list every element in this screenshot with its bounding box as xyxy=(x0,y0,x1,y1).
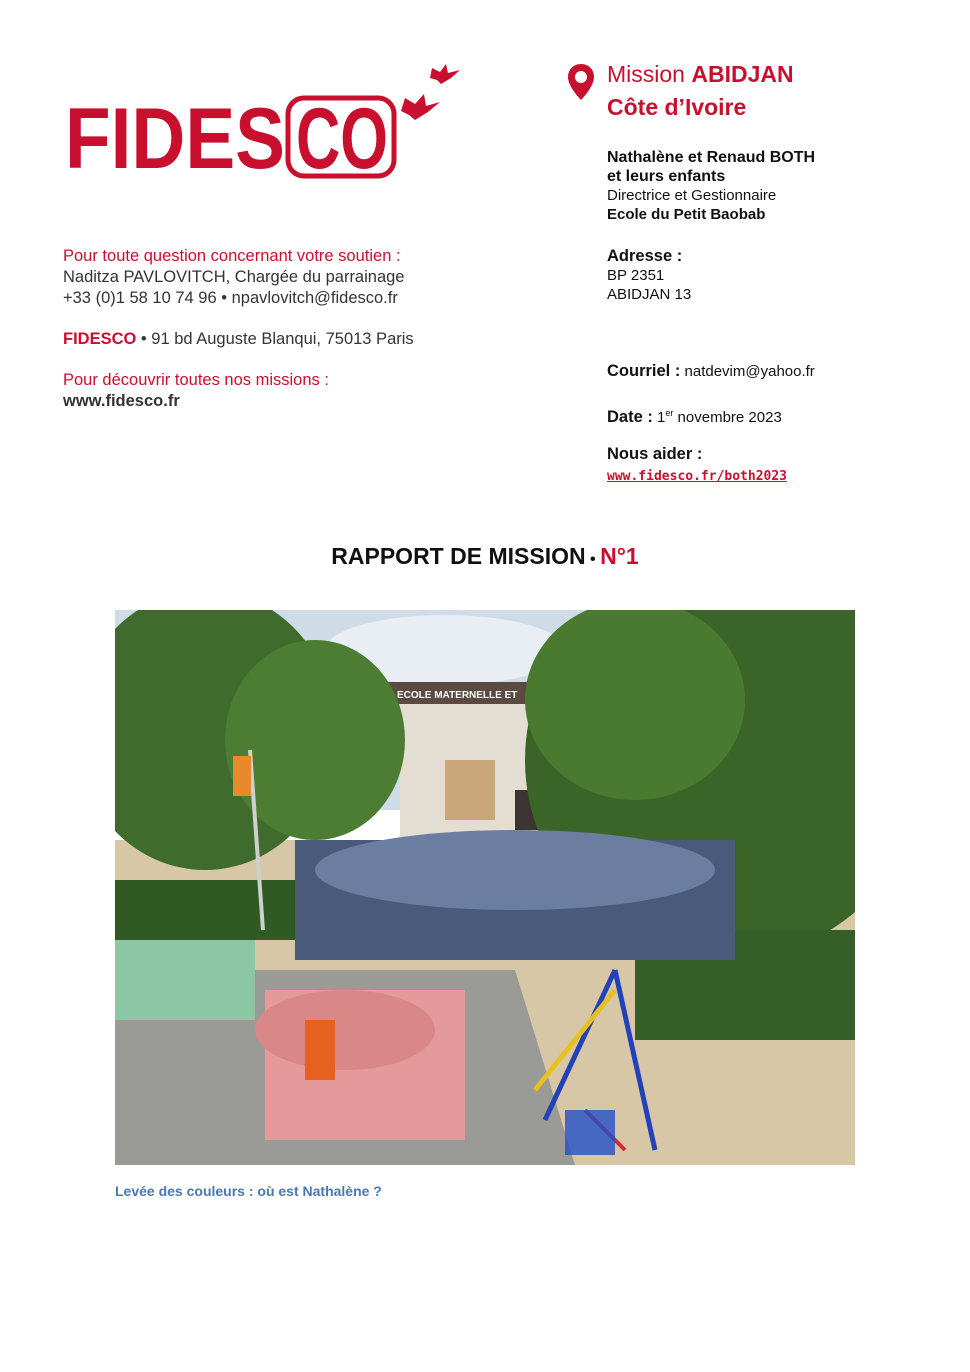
date-block xyxy=(607,404,782,427)
contact-phone-email: +33 (0)1 58 10 74 96 • npavlovitch@fidesco.fr xyxy=(63,289,398,307)
address-block xyxy=(607,247,691,304)
org-name: FIDESCO xyxy=(63,330,137,348)
date-sup: er xyxy=(665,408,674,418)
people-names: Nathalène et Renaud BOTH xyxy=(607,149,816,166)
fidesco-logo xyxy=(60,58,480,188)
website-link[interactable]: www.fidesco.fr xyxy=(63,392,180,410)
org-address: • 91 bd Auguste Blanqui, 75013 Paris xyxy=(136,330,414,348)
mission-country: Côte d’Ivoire xyxy=(607,94,747,120)
people-role: Directrice et Gestionnaire xyxy=(607,187,777,204)
report-separator: • xyxy=(585,551,601,568)
mission-prefix: Mission xyxy=(607,61,685,87)
school-sign: ECOLE MATERNELLE ET xyxy=(397,690,518,701)
logo-text-left: FIDES xyxy=(65,91,285,187)
logo-text-right: CO xyxy=(296,91,388,187)
report-number: N°1 xyxy=(600,543,639,569)
date-rest: novembre 2023 xyxy=(673,409,782,426)
address-label: Adresse : xyxy=(607,247,683,265)
mission-photo xyxy=(115,610,855,1165)
contact-block xyxy=(63,246,404,309)
help-label: Nous aider : xyxy=(607,445,703,463)
photo-caption: Levée des couleurs : où est Nathalène ? xyxy=(115,1183,382,1199)
discover-block xyxy=(63,370,329,412)
report-title-text: RAPPORT DE MISSION xyxy=(331,543,586,569)
report-title xyxy=(0,543,970,570)
people-block xyxy=(607,148,815,224)
fidesco-logo-graphic xyxy=(60,58,480,188)
school-name: Ecole du Petit Baobab xyxy=(607,206,766,223)
date-label: Date : xyxy=(607,408,653,426)
help-block xyxy=(607,445,787,486)
discover-text: Pour découvrir toutes nos missions : xyxy=(63,371,329,389)
address-line-2: ABIDJAN 13 xyxy=(607,286,692,303)
email-block xyxy=(607,362,815,381)
help-link[interactable]: www.fidesco.fr/both2023 xyxy=(607,469,788,484)
mission-heading xyxy=(607,58,794,124)
email-value[interactable]: natdevim@yahoo.fr xyxy=(684,363,815,380)
location-pin-icon xyxy=(566,62,596,107)
org-block xyxy=(63,329,414,350)
contact-person: Naditza PAVLOVITCH, Chargée du parrainage xyxy=(63,268,405,286)
contact-question: Pour toute question concernant votre soutien : xyxy=(63,247,401,265)
dove-icon xyxy=(430,64,460,84)
email-label: Courriel : xyxy=(607,362,681,380)
address-line-1: BP 2351 xyxy=(607,267,665,284)
mission-city: ABIDJAN xyxy=(691,61,794,87)
date-day: 1 xyxy=(657,409,666,426)
dove-icon xyxy=(401,94,440,120)
people-names-2: et leurs enfants xyxy=(607,168,726,185)
